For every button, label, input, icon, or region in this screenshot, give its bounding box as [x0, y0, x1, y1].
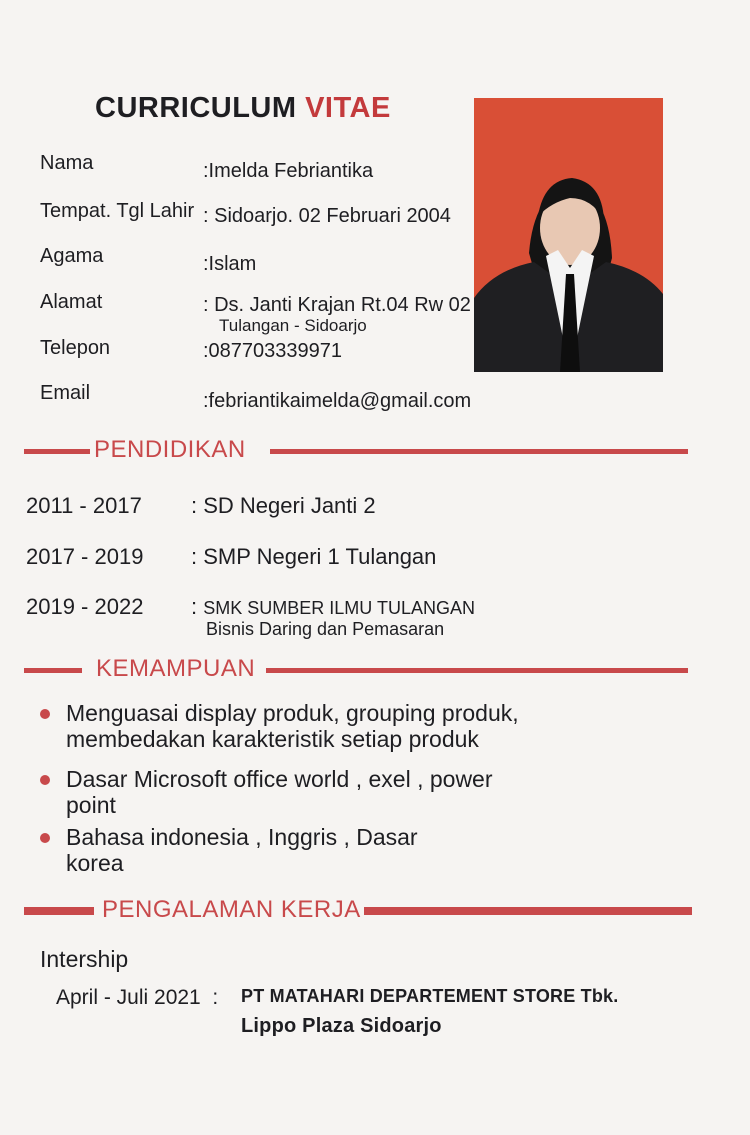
section-heading-pendidikan: PENDIDIKAN — [94, 436, 246, 463]
experience-company — [241, 986, 618, 1038]
education-item — [26, 493, 376, 519]
profile-photo-illustration — [474, 98, 663, 372]
title-accent: VITAE — [305, 92, 391, 124]
experience-item — [56, 986, 618, 1038]
skill-line2: point — [66, 792, 116, 818]
education-school: : SMP Negeri 1 Tulangan — [191, 544, 437, 569]
experience-date-text: April - Juli 2021 — [56, 986, 201, 1009]
experience-separator: : — [212, 986, 219, 1009]
skill-line1: Menguasai display produk, grouping produk, — [66, 700, 519, 726]
section-heading-pengalaman-kerja: PENGALAMAN KERJA — [102, 896, 361, 923]
experience-heading: Intership — [40, 946, 129, 972]
value-nama: :Imelda Febriantika — [203, 160, 374, 182]
skill-line2: korea — [66, 850, 124, 876]
skill-item — [40, 766, 493, 818]
title-main: CURRICULUM — [95, 92, 297, 124]
skill-line1: Dasar Microsoft office world , exel , power — [66, 766, 493, 792]
experience-company-name: PT MATAHARI DEPARTEMENT STORE Tbk. — [241, 986, 619, 1006]
section-pendidikan — [24, 436, 688, 466]
skill-line1: Bahasa indonesia , Inggris , Dasar — [66, 824, 418, 850]
label-nama: Nama — [40, 152, 94, 174]
value-agama: :Islam — [203, 253, 257, 275]
experience-date — [56, 986, 241, 1010]
education-years: 2019 - 2022 — [26, 594, 144, 619]
education-colon: : — [191, 594, 198, 619]
education-item — [26, 544, 436, 570]
skill-item — [40, 824, 418, 876]
profile-photo — [474, 98, 663, 372]
label-agama: Agama — [40, 245, 104, 267]
label-telepon: Telepon — [40, 337, 111, 359]
value-alamat-line1: : Ds. Janti Krajan Rt.04 Rw 02 — [203, 294, 471, 316]
section-rule-right — [270, 449, 688, 454]
skill-line2: membedakan karakteristik setiap produk — [66, 726, 479, 752]
cv-title — [95, 92, 391, 125]
education-school-line1: SMK SUMBER ILMU TULANGAN — [203, 598, 475, 618]
value-alamat — [203, 294, 471, 335]
bullet-icon — [40, 775, 50, 785]
education-years: 2017 - 2019 — [26, 544, 144, 569]
section-rule-left — [24, 668, 82, 673]
label-tempat-tgl-lahir: Tempat. Tgl Lahir — [40, 200, 195, 222]
value-alamat-line2: Tulangan - Sidoarjo — [219, 316, 367, 335]
value-email: :febriantikaimelda@gmail.com — [203, 390, 472, 412]
section-rule-right — [266, 668, 688, 673]
bullet-icon — [40, 709, 50, 719]
section-rule-left — [24, 449, 90, 454]
section-heading-kemampuan: KEMAMPUAN — [96, 655, 256, 682]
section-rule-left — [24, 907, 94, 915]
education-item — [26, 594, 475, 638]
education-school — [191, 594, 475, 638]
section-pengalaman-kerja — [24, 896, 688, 926]
education-school-line2: Bisnis Daring dan Pemasaran — [206, 619, 445, 639]
experience-location: Lippo Plaza Sidoarjo — [241, 1015, 442, 1037]
value-telepon: :087703339971 — [203, 340, 343, 362]
education-school: : SD Negeri Janti 2 — [191, 493, 376, 518]
label-alamat: Alamat — [40, 291, 103, 313]
section-kemampuan — [24, 655, 688, 685]
bullet-icon — [40, 833, 50, 843]
skill-item — [40, 700, 519, 752]
education-years: 2011 - 2017 — [26, 493, 142, 518]
value-tempat-tgl-lahir: : Sidoarjo. 02 Februari 2004 — [203, 205, 451, 227]
label-email: Email — [40, 382, 91, 404]
section-rule-right — [364, 907, 692, 915]
